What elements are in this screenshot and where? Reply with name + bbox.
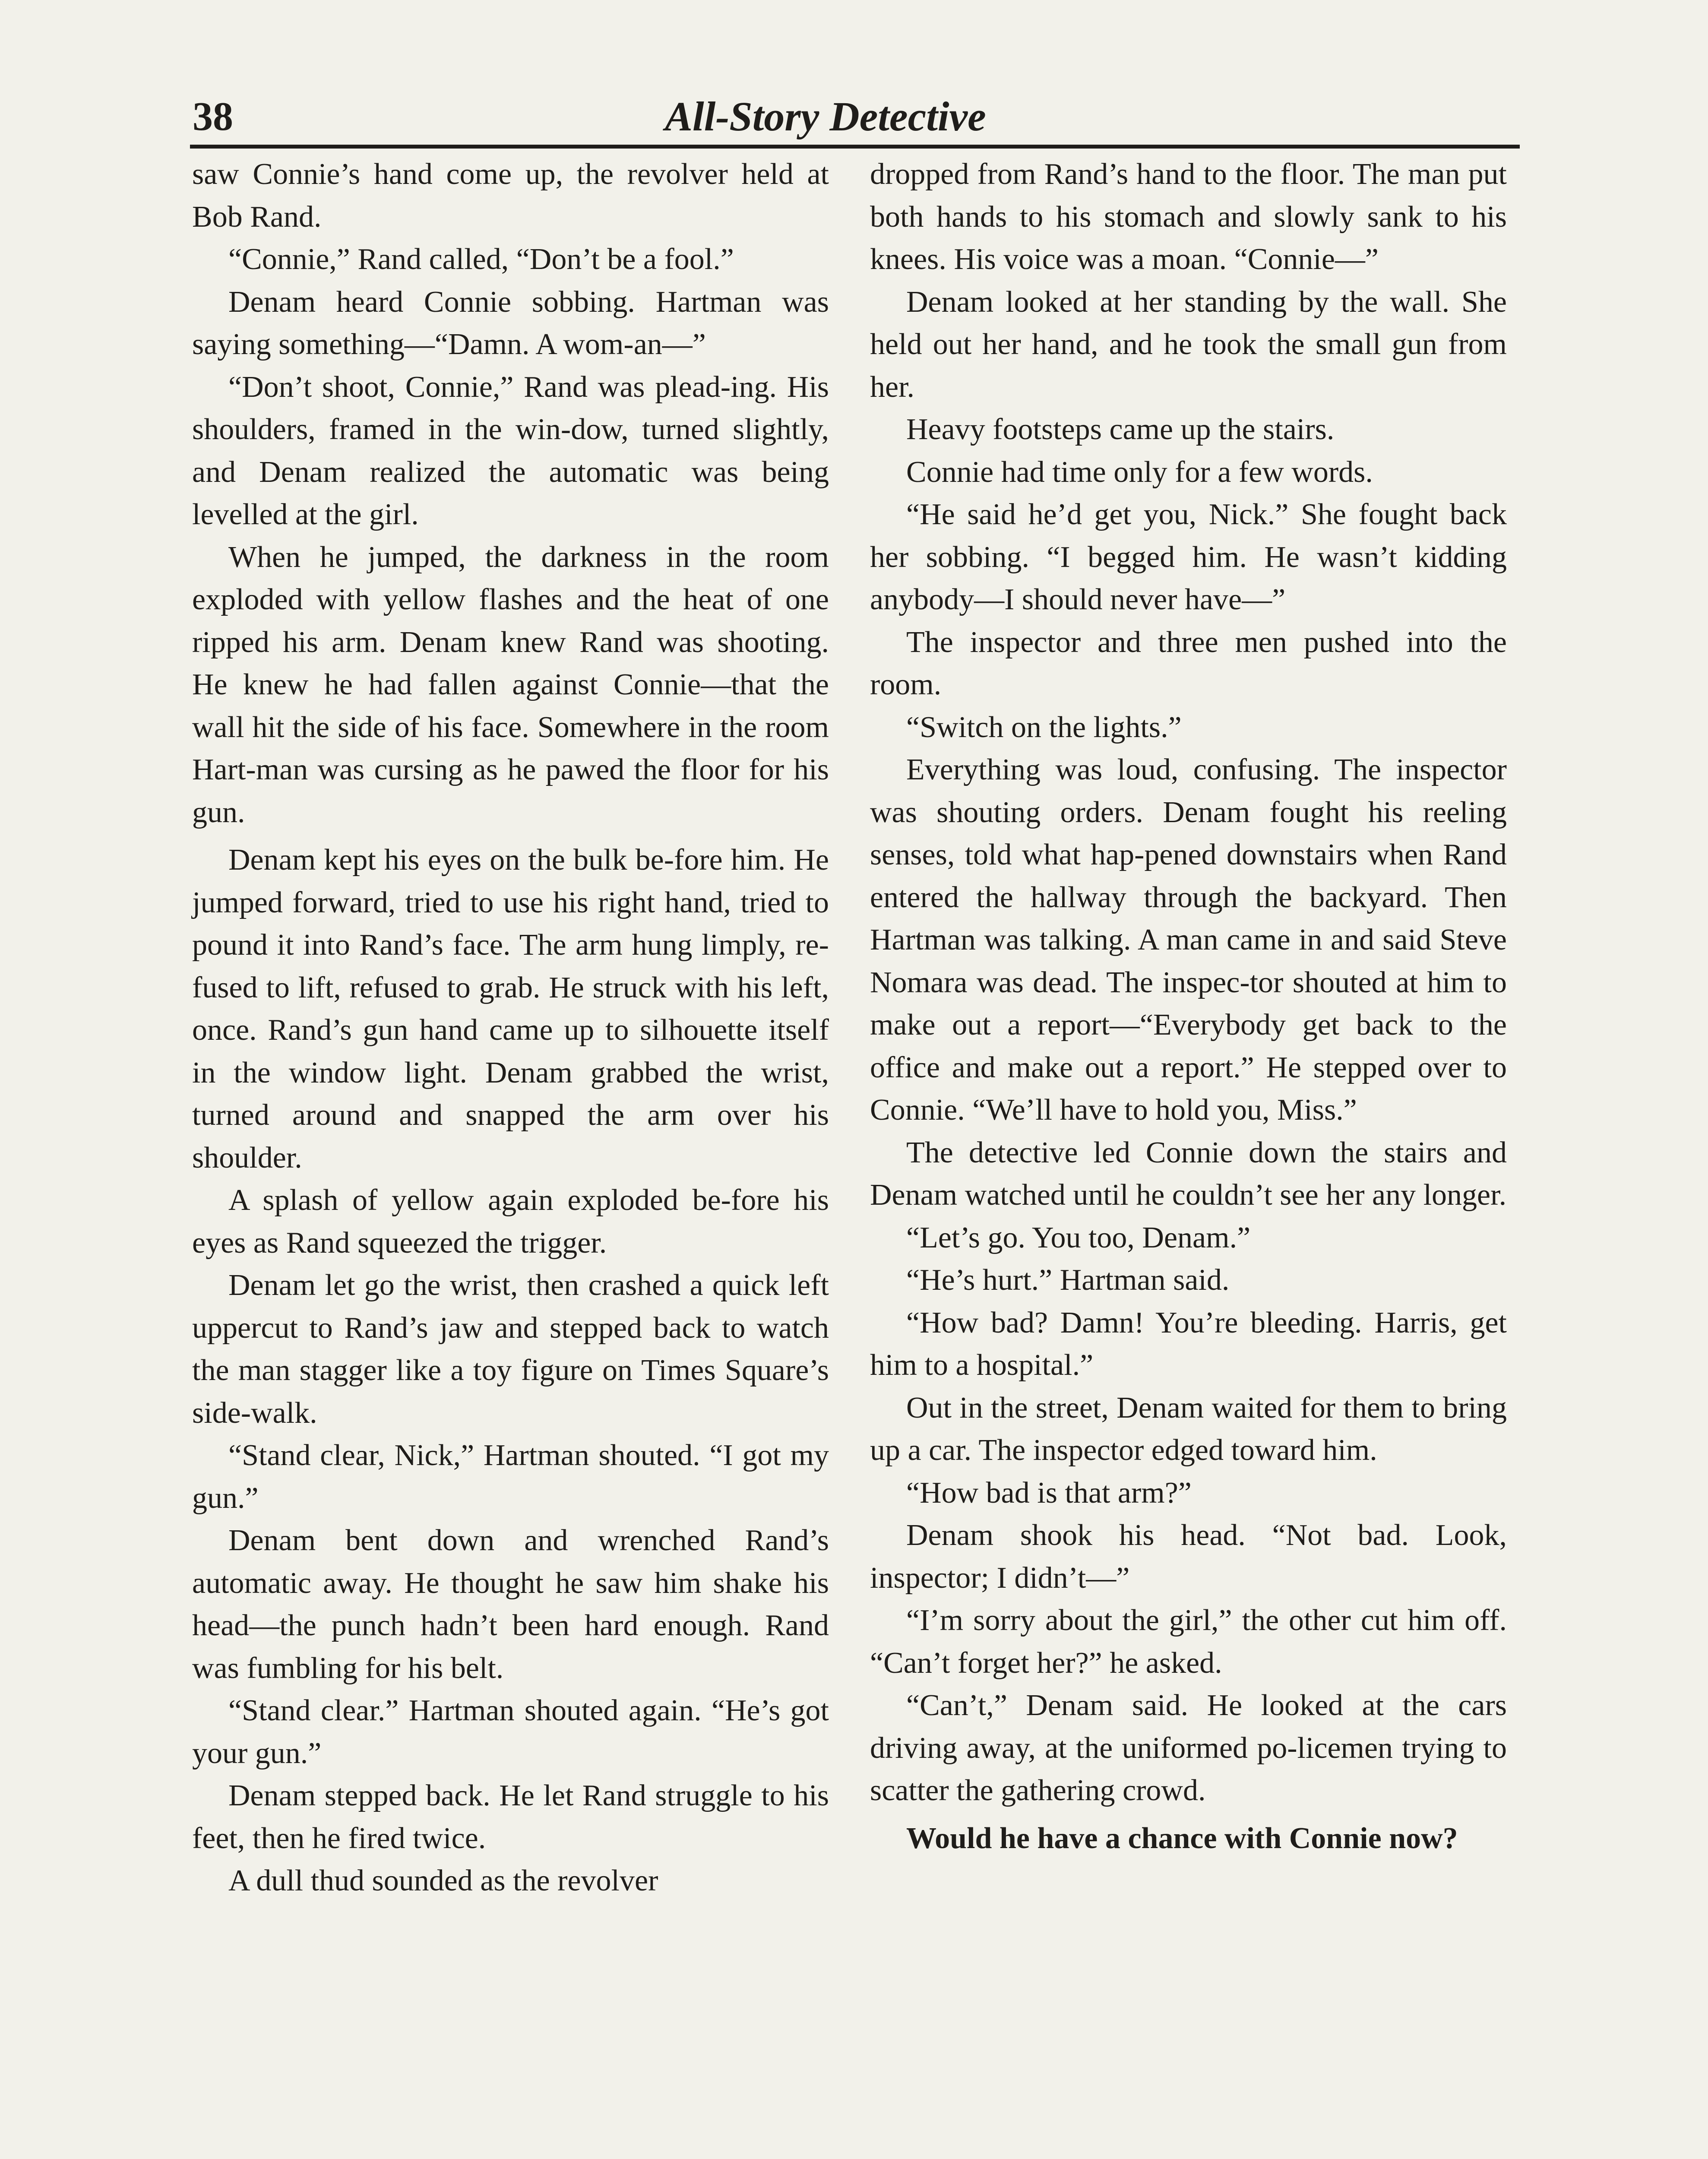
paragraph: “Stand clear, Nick,” Hartman shouted. “I got my gun.” [192,1439,829,1515]
paragraph: Denam bent down and wrenched Rand’s automatic away. He thought he saw him shake his head—the punch hadn’t been hard enough. Rand was fumbling for his belt. [192,1524,829,1685]
paragraph: “Don’t shoot, Connie,” Rand was plead-ing. His shoulders, framed in the win-dow, turned slightly, and Denam realized the automatic was being levelled at the girl. [192,370,829,531]
paragraph: Would he have a chance with Connie now? [906,1821,1458,1855]
paragraph: Connie had time only for a few words. [906,455,1373,489]
paragraph: Heavy footsteps came up the stairs. [906,413,1335,446]
paragraph: “How bad? Damn! You’re bleeding. Harris, get him to a hospital.” [870,1306,1507,1382]
paragraph: The inspector and three men pushed into the room. [870,625,1507,701]
paragraph: “He’s hurt.” Hartman said. [906,1263,1230,1297]
paragraph: When he jumped, the darkness in the room exploded with yellow flashes and the heat of one ripped his arm. Denam knew Rand was shooting. He knew he had fallen against Connie—that the wall hit the side of his face. Somewhere in the room Hart-man was cursing as he pawed the floor for his gun. [192,540,829,829]
paragraph: “Switch on the lights.” [906,710,1182,744]
paragraph: “Connie,” Rand called, “Don’t be a fool.” [228,243,734,276]
paragraph: Denam shook his head. “Not bad. Look, inspector; I didn’t—” [870,1519,1507,1595]
paragraph: Denam heard Connie sobbing. Hartman was saying something—“Damn. A wom-an—” [192,285,829,361]
paragraph: A dull thud sounded as the revolver [228,1864,658,1897]
paragraph: The detective led Connie down the stairs and Denam watched until he couldn’t see her any longer. [870,1136,1507,1212]
paragraph: “I’m sorry about the girl,” the other cut him off. “Can’t forget her?” he asked. [870,1604,1507,1680]
paragraph: “Let’s go. You too, Denam.” [906,1221,1251,1254]
paragraph: Denam looked at her standing by the wall. She held out her hand, and he took the small gun from her. [870,285,1507,404]
paragraph: “He said he’d get you, Nick.” She fought back her sobbing. “I begged him. He wasn’t kidding anybody—I should never have—” [870,498,1507,616]
paragraph: Everything was loud, confusing. The inspector was shouting orders. Denam fought his reeling senses, told what hap-pened downstairs when Rand entered the hallway through the backyard. Then Hartman was talking. A man came in and said Steve Nomara was dead. The inspec-tor shouted at him to make out a report—“Everybody get back to the office and make out a report.” He stepped over to Connie. “We’ll have to hold you, Miss.” [870,753,1507,1127]
paragraph: Out in the street, Denam waited for them to bring up a car. The inspector edged toward him. [870,1391,1507,1467]
paragraph: dropped from Rand’s hand to the floor. The man put both hands to his stomach and slowly sank to his knees. His voice was a moan. “Connie—” [870,158,1507,276]
paragraph: “Can’t,” Denam said. He looked at the cars driving away, at the uniformed po-licemen trying to scatter the gathering crowd. [870,1689,1507,1807]
magazine-title: All-Story Detective [665,93,986,139]
paragraph: Denam let go the wrist, then crashed a quick left uppercut to Rand’s jaw and stepped back to watch the man stagger like a toy figure on Times Square’s side-walk. [192,1269,829,1430]
paragraph: A splash of yellow again exploded be-fore his eyes as Rand squeezed the trigger. [192,1184,829,1260]
paragraph: Denam stepped back. He let Rand struggle to his feet, then he fired twice. [192,1779,829,1855]
paragraph: “How bad is that arm?” [906,1476,1192,1510]
paragraph: Denam kept his eyes on the bulk be-fore him. He jumped forward, tried to use his right hand, tried to pound it into Rand’s face. The arm hung limply, re-fused to lift, refused to grab. He struck with his left, once. Rand’s gun hand came up to silhouette itself in the window light. Denam grabbed the wrist, turned around and snapped the arm over his shoulder. [192,843,829,1174]
page-header [190,93,1520,149]
paragraph: “Stand clear.” Hartman shouted again. “He’s got your gun.” [192,1694,829,1770]
page-number: 38 [193,94,233,139]
right-column [870,153,1507,1860]
left-column [192,153,829,1903]
paragraph: saw Connie’s hand come up, the revolver held at Bob Rand. [192,158,829,234]
